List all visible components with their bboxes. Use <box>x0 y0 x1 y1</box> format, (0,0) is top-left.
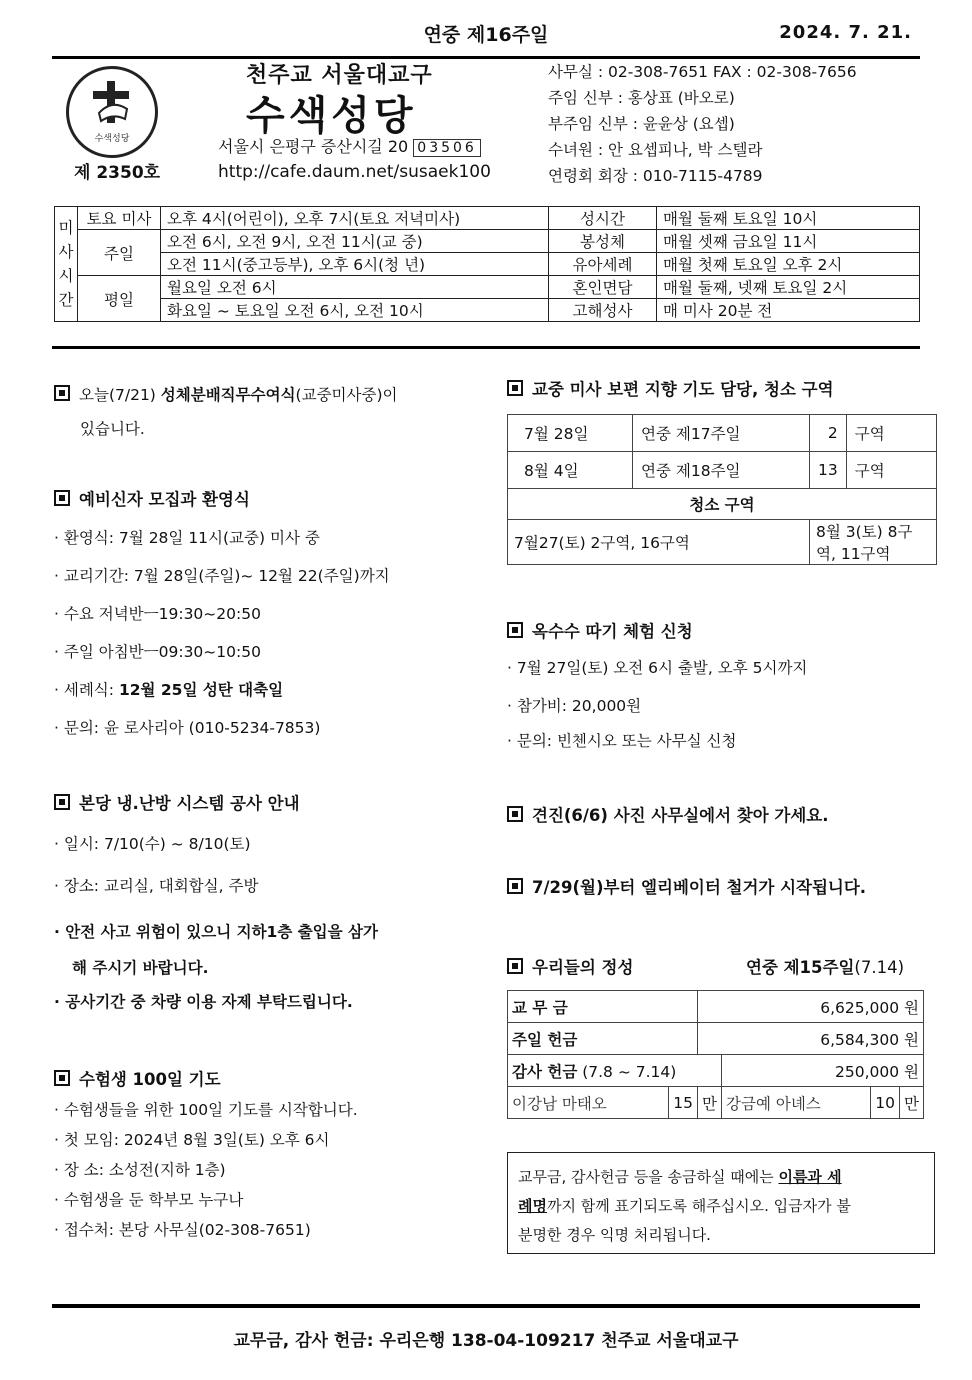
event-time: 매월 첫째 토요일 오후 2시 <box>657 253 920 276</box>
weekday-mass-times: 화요일 ~ 토요일 오전 6시, 오전 10시 <box>161 299 549 322</box>
mass-side-label: 미 사 시 간 <box>55 207 78 322</box>
table-row: 7월27(토) 2구역, 16구역 8월 3(토) 8구역, 11구역 <box>508 520 937 565</box>
assistant-pastor: 부주임 신부 : 윤윤상 (요셉) <box>548 115 735 133</box>
list-item: · 접수처: 본당 사무실(02-308-7651) <box>54 1221 311 1239</box>
week-title: 연중 제16주일 <box>423 24 549 46</box>
list-item: · 교리기간: 7월 28일(주일)~ 12월 22(주일)까지 <box>54 567 390 585</box>
weekday-mass-label: 평일 <box>78 276 161 322</box>
bullet-icon <box>507 622 523 638</box>
list-item: · 첫 모임: 2024년 8월 3일(토) 오후 6시 <box>54 1131 330 1149</box>
construction-parking: · 공사기간 중 차량 이용 자제 부탁드립니다. <box>54 993 353 1011</box>
table-row: 교 무 금 6,625,000 원 <box>508 991 924 1023</box>
list-item: · 주일 아침반ㅡ09:30~10:50 <box>54 643 261 661</box>
bullet-icon <box>507 380 523 396</box>
issue-date: 2024. 7. 21. <box>779 22 912 43</box>
list-item: · 장 소: 소성전(지하 1층) <box>54 1161 226 1179</box>
sunday-mass-times: 오전 11시(중고등부), 오후 6시(청 년) <box>161 253 549 276</box>
table-row: 주일 헌금 6,584,300 원 <box>508 1023 924 1055</box>
footer-divider <box>52 1304 920 1308</box>
construction-title: 본당 냉.난방 시스템 공사 안내 <box>54 790 300 814</box>
bullet-icon <box>54 1070 70 1086</box>
office-contact: 사무실 : 02-308-7651 FAX : 02-308-7656 <box>548 63 857 81</box>
bullet-icon <box>54 385 70 401</box>
catechumen-contact: · 문의: 윤 로사리아 (010-5234-7853) <box>54 719 321 737</box>
saturday-mass-label: 토요 미사 <box>78 207 161 230</box>
header-divider <box>52 56 920 59</box>
offering-title: 우리들의 정성 <box>507 954 633 978</box>
saturday-mass-times: 오후 4시(어린이), 오후 7시(토요 저녁미사) <box>161 207 549 230</box>
pastor: 주임 신부 : 홍상표 (바오로) <box>548 89 735 107</box>
cross-icon <box>69 69 155 155</box>
church-name: 수색성당 <box>246 93 417 139</box>
issue-number: 제 2350호 <box>74 163 161 183</box>
duty-title: 교중 미사 보편 지향 기도 담당, 청소 구역 <box>507 376 834 400</box>
weekday-mass-times: 월요일 오전 6시 <box>161 276 549 299</box>
event-name: 혼인면담 <box>549 276 657 299</box>
today-notice: 오늘(7/21) 성체분배직무수여식(교중미사중)이 있습니다. <box>54 378 474 446</box>
photo-notice: 견진(6/6) 사진 사무실에서 찾아 가세요. <box>507 802 828 826</box>
remittance-notice: 교무금, 감사헌금 등을 송금하실 때에는 이름과 세 례명까지 함께 표기되도록 해주십시오. 입금자가 불 분명한 경우 익명 처리됩니다. <box>507 1152 935 1254</box>
event-name: 유아세례 <box>549 253 657 276</box>
construction-warning: · 안전 사고 위험이 있으니 지하1층 출입을 삼가 해 주시기 바랍니다. <box>54 923 378 977</box>
elevator-notice: 7/29(월)부터 엘리베이터 철거가 시작됩니다. <box>507 874 866 898</box>
bullet-icon <box>54 490 70 506</box>
offering-week: 연중 제15주일(7.14) <box>746 958 905 977</box>
baptism-date: · 세례식: 12월 25일 성탄 대축일 <box>54 681 284 699</box>
event-name: 봉성체 <box>549 230 657 253</box>
logo-text: 수색성당 <box>94 134 130 144</box>
list-item: · 환영식: 7월 28일 11시(교중) 미사 중 <box>54 529 320 547</box>
catechumen-title: 예비신자 모집과 환영식 <box>54 486 250 510</box>
list-item: · 장소: 교리실, 대회합실, 주방 <box>54 877 259 895</box>
event-time: 매월 셋째 금요일 11시 <box>657 230 920 253</box>
church-logo <box>66 66 158 158</box>
list-item: · 수요 저녁반ㅡ19:30~20:50 <box>54 605 261 623</box>
bank-account: 교무금, 감사 헌금: 우리은행 138-04-109217 천주교 서울대교구 <box>233 1331 739 1351</box>
event-time: 매 미사 20분 전 <box>657 299 920 322</box>
bullet-icon <box>507 878 523 894</box>
event-name: 성시간 <box>549 207 657 230</box>
table-row: 7월 28일 연중 제17주일 2 구역 <box>508 415 937 452</box>
cleaning-label: 청소 구역 <box>508 489 937 520</box>
list-item: · 7월 27일(토) 오전 6시 출발, 오후 5시까지 <box>507 659 808 677</box>
offering-table <box>507 990 924 1119</box>
website-link[interactable]: http://cafe.daum.net/susaek100 <box>218 162 491 182</box>
funeral-society: 연령회 회장 : 010-7115-4789 <box>548 167 763 185</box>
table-row: 8월 4일 연중 제18주일 13 구역 <box>508 452 937 489</box>
event-name: 고해성사 <box>549 299 657 322</box>
sunday-mass-label: 주일 <box>78 230 161 276</box>
list-item: · 수험생들을 위한 100일 기도를 시작합니다. <box>54 1101 358 1119</box>
schedule-divider <box>52 346 920 349</box>
list-item: · 참가비: 20,000원 <box>507 697 642 715</box>
church-address <box>218 134 481 157</box>
exam-prayer-title: 수험생 100일 기도 <box>54 1066 221 1090</box>
list-item: · 일시: 7/10(수) ~ 8/10(토) <box>54 835 251 853</box>
table-row: 이강남 마태오 15 만 강금예 아녜스 10 만 <box>508 1087 924 1119</box>
duty-table <box>507 414 937 565</box>
bullet-icon <box>507 958 523 974</box>
bullet-icon <box>507 806 523 822</box>
sunday-mass-times: 오전 6시, 오전 9시, 오전 11시(교 중) <box>161 230 549 253</box>
list-item: · 문의: 빈첸시오 또는 사무실 신청 <box>507 732 737 750</box>
diocese-name: 천주교 서울대교구 <box>246 63 433 88</box>
bullet-icon <box>54 794 70 810</box>
mass-schedule-table <box>54 206 920 322</box>
event-time: 매월 둘째 토요일 10시 <box>657 207 920 230</box>
postal-code: 03506 <box>413 139 481 157</box>
address-text: 서울시 은평구 증산시길 20 <box>218 137 409 156</box>
convent: 수녀원 : 안 요셉피나, 박 스텔라 <box>548 141 763 159</box>
event-time: 매월 둘째, 넷째 토요일 2시 <box>657 276 920 299</box>
table-row: 감사 헌금 (7.8 ~ 7.14) 250,000 원 <box>508 1055 924 1087</box>
list-item: · 수험생을 둔 학부모 누구나 <box>54 1191 244 1209</box>
corn-title: 옥수수 따기 체험 신청 <box>507 618 693 642</box>
